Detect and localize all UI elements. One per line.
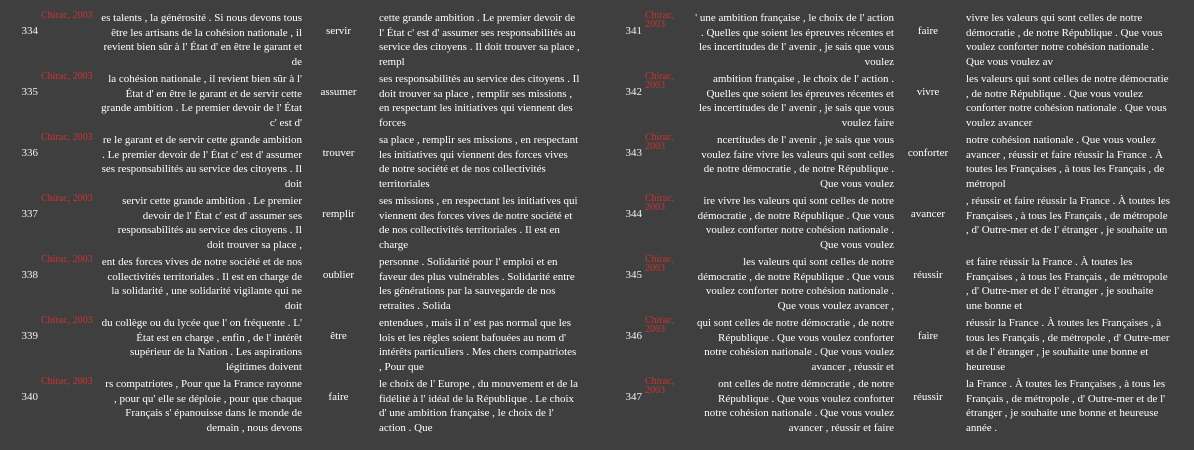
source-label[interactable]: Chirac, 2003 (41, 132, 93, 143)
source-label[interactable]: Chirac, 2003 (645, 254, 675, 274)
source-label[interactable]: Chirac, 2003 (41, 315, 93, 326)
line-number: 341 (625, 24, 642, 37)
right-context: cette grande ambition . Le premier devoir de l' État c' est d' assumer ses responsabilités au service des citoyens . Il doit trouver sa place , rempl (379, 12, 580, 68)
left-context: ire vivre les valeurs qui sont celles de notre démocratie , de notre République . Que vous voulez conforter notre cohésion nationale . Que vous voulez (697, 195, 894, 251)
line-number: 340 (21, 390, 38, 403)
right-context: entendues , mais il n' est pas normal que les lois et les règles soient bafouées au nom d' intérêts particuliers . Mes chers compatriotes , Pour que (379, 317, 577, 373)
source-label[interactable]: Chirac, 2003 (41, 193, 93, 204)
right-context: la France . À toutes les Françaises , à tous les Français , de métropole , d' Outre-mer et de l' étranger , je souhaite une bonne et heureuse année . (966, 378, 1166, 434)
right-context: sa place , remplir ses missions , en respectant les initiatives qui viennent des forces vives de notre société et de nos collectivités territoriales (379, 134, 579, 190)
source-label[interactable]: Chirac, 2003 (645, 376, 675, 396)
keyword[interactable]: être (330, 329, 347, 342)
source-label[interactable]: Chirac, 2003 (645, 132, 675, 152)
right-context: notre cohésion nationale . Que vous voulez avancer , réussir et faire réussir la France . À toutes les Françaises , à tous les Français , de métropol (966, 134, 1165, 190)
line-number: 346 (625, 329, 642, 342)
left-context: ' une ambition française , le choix de l' action . Quelles que soient les épreuves récentes et les incertitudes de l' avenir , je sais que vous voulez (695, 12, 894, 68)
concordance-row[interactable] (0, 183, 580, 251)
left-context: ambition française , le choix de l' action . Quelles que soient les épreuves récentes et les incertitudes de l' avenir , je sais que vous voulez faire (698, 73, 894, 129)
line-number: 336 (21, 146, 38, 159)
line-number: 335 (21, 85, 38, 98)
left-context: es talents , la générosité . Si nous devons tous être les artisans de la cohésion nationale , il revient bien sûr à l' État d' en être le garant et de (101, 12, 302, 68)
keyword[interactable]: trouver (322, 146, 355, 159)
concordance-row[interactable] (0, 366, 580, 434)
keyword[interactable]: faire (328, 390, 349, 403)
line-number: 339 (21, 329, 38, 342)
keyword[interactable]: oublier (322, 268, 355, 281)
concordance-row[interactable] (0, 305, 580, 373)
keyword[interactable]: servir (325, 24, 352, 37)
left-context: re le garant et de servir cette grande ambition . Le premier devoir de l' État c' est d' assumer ses responsabilités au service des citoyens . Il doit (101, 134, 302, 190)
right-context: vivre les valeurs qui sont celles de notre démocratie , de notre République . Que vous voulez conforter notre cohésion nationale . Que vous voulez av (966, 12, 1163, 68)
right-context: et faire réussir la France . À toutes les Françaises , à tous les Français , de métropole , d' Outre-mer et de l' étranger , je souhaite une bonne et (966, 256, 1168, 312)
source-label[interactable]: Chirac, 2003 (41, 254, 93, 265)
line-number: 342 (625, 85, 642, 98)
line-number: 337 (21, 207, 38, 220)
keyword[interactable]: remplir (322, 207, 355, 220)
keyword[interactable]: vivre (916, 85, 940, 98)
concordance-column-right (596, 0, 1172, 434)
left-context: du collège ou du lycée que l' on fréquente . L' État est en charge , enfin , de l' intérêt supérieur de la Nation . Les aspirations légitimes doivent (101, 317, 302, 373)
concordance-row[interactable] (0, 61, 580, 129)
concordance-row[interactable] (596, 61, 1172, 129)
line-number: 345 (625, 268, 642, 281)
keyword[interactable]: faire (917, 329, 939, 342)
concordance-row[interactable] (0, 0, 580, 68)
source-label[interactable]: Chirac, 2003 (41, 71, 93, 82)
source-label[interactable]: Chirac, 2003 (645, 315, 675, 335)
keyword[interactable]: réussir (913, 390, 943, 403)
left-context: servir cette grande ambition . Le premier devoir de l' État c' est d' assumer ses responsabilités au service des citoyens . Il doit trouver sa place , (117, 195, 302, 251)
keyword[interactable]: conforter (907, 146, 949, 159)
line-number: 347 (625, 390, 642, 403)
source-label[interactable]: Chirac, 2003 (41, 10, 93, 21)
line-number: 344 (625, 207, 642, 220)
right-context: ses responsabilités au service des citoyens . Il doit trouver sa place , remplir ses missions , en respectant les initiatives qui viennent des forces (379, 73, 580, 129)
right-context: , réussir et faire réussir la France . À toutes les Françaises , à tous les Français , de métropole , d' Outre-mer et de l' étranger , je souhaite un (966, 195, 1171, 236)
left-context: les valeurs qui sont celles de notre démocratie , de notre République . Que vous voulez conforter notre cohésion nationale . Que vous voulez avancer , (697, 256, 894, 312)
line-number: 338 (21, 268, 38, 281)
right-context: personne . Solidarité pour l' emploi et en faveur des plus vulnérables . Solidarité entre les générations par la sauvegarde de nos retraites . Solida (379, 256, 575, 312)
source-label[interactable]: Chirac, 2003 (41, 376, 93, 387)
right-context: les valeurs qui sont celles de notre démocratie , de notre République . Que vous voulez conforter notre cohésion nationale . Que vous voulez avancer (966, 73, 1169, 129)
left-context: ncertitudes de l' avenir , je sais que vous voulez faire vivre les valeurs qui sont celles de notre démocratie , de notre République . Que vous voulez (701, 134, 894, 190)
concordance-column-left (0, 0, 580, 434)
right-context: le choix de l' Europe , du mouvement et de la fidélité à l' idéal de la République . Le choix d' une ambition française , le choix de l' action . Que (379, 378, 579, 434)
left-context: qui sont celles de notre démocratie , de notre République . Que vous voulez conforter notre cohésion nationale . Que vous voulez avancer , réussir et (696, 317, 894, 373)
keyword[interactable]: avancer (910, 207, 946, 220)
left-context: la cohésion nationale , il revient bien sûr à l' État d' en être le garant et de servir cette grande ambition . Le premier devoir de l' État c' est d' (101, 73, 302, 129)
concordance-row[interactable] (596, 305, 1172, 373)
line-number: 334 (21, 24, 38, 37)
left-context: ont celles de notre démocratie , de notre République . Que vous voulez conforter notre cohésion nationale . Que vous voulez avancer , réussir et faire (704, 378, 894, 434)
keyword[interactable]: réussir (913, 268, 943, 281)
concordance-row[interactable] (596, 366, 1172, 434)
keyword[interactable]: faire (917, 24, 939, 37)
line-number: 343 (625, 146, 642, 159)
source-label[interactable]: Chirac, 2003 (645, 71, 675, 91)
keyword[interactable]: assumer (320, 85, 357, 98)
concordance-row[interactable] (596, 122, 1172, 190)
concordance-row[interactable] (0, 122, 580, 190)
source-label[interactable]: Chirac, 2003 (645, 10, 675, 30)
right-context: ses missions , en respectant les initiatives qui viennent des forces vives de notre société et de nos collectivités territoriales . Il est en charge (379, 195, 578, 251)
right-context: réussir la France . À toutes les Françaises , à tous les Français , de métropole , d' Outre-mer et de l' étranger , je souhaite une bonne et heureuse (966, 317, 1170, 373)
left-context: rs compatriotes , Pour que la France rayonne , pour qu' elle se déploie , pour que chaque Français s' épanouisse dans le monde de demain , nous devons (105, 378, 302, 434)
concordance-row[interactable] (0, 244, 580, 312)
concordance-row[interactable] (596, 244, 1172, 312)
source-label[interactable]: Chirac, 2003 (645, 193, 675, 213)
concordance-row[interactable] (596, 183, 1172, 251)
left-context: ent des forces vives de notre société et de nos collectivités territoriales . Il est en charge de la solidarité , une solidarité vigilante qui ne doit (101, 256, 302, 312)
concordance-row[interactable] (596, 0, 1172, 68)
